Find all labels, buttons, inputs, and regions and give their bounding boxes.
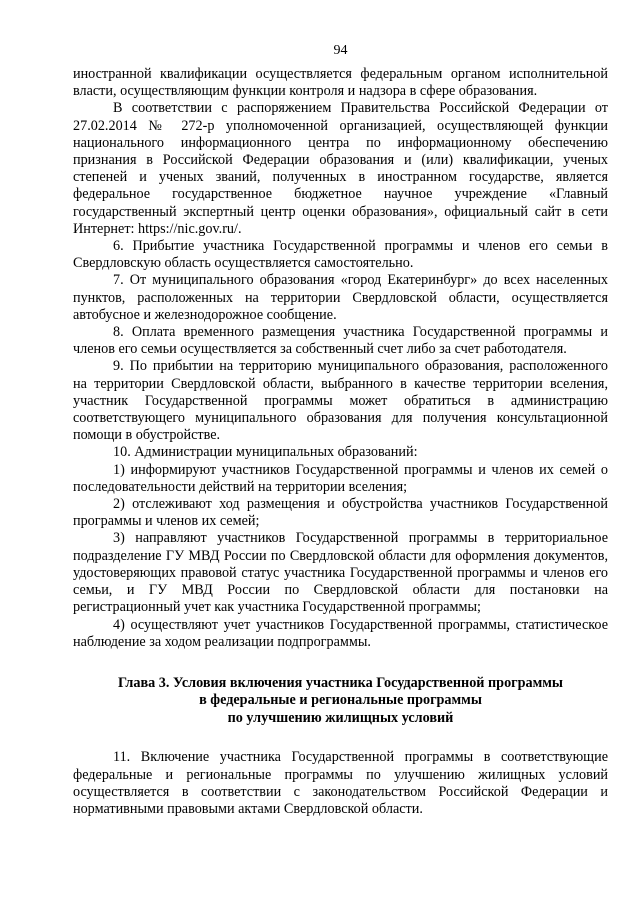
list-item-10-2: 2) отслеживают ход размещения и обустройства участников Государственной программы и членов их семей; [73,496,608,530]
paragraph-item-8: 8. Оплата временного размещения участника Государственной программы и членов его семьи осуществляется за собственный счет либо за счет работодателя. [73,324,608,358]
paragraph-continuation: иностранной квалификации осуществляется федеральным органом исполнительной власти, осуществляющим функции контроля и надзора в сфере образования. [73,66,608,100]
chapter-heading [73,675,608,728]
chapter-heading-line-3: по улучшению жилищных условий [227,709,454,726]
paragraph-nic-center: В соответствии с распоряжением Правительства Российской Федерации от 27.02.2014 № 272-р уполномоченной организацией, осуществляющей функции национального информационного центра по информационному обеспечению признания в Российской Федерации образования и (или) квалификации, ученых степеней и ученых званий, полученных в иностранном государстве, является федеральное государственное бюджетное научное учреждение «Главный государственный экспертный центр оценки образования», официальный сайт в сети Интернет: https://nic.gov.ru/. [73,100,608,237]
list-item-10-1: 1) информируют участников Государственной программы и членов их семей о последовательности действий на территории вселения; [73,461,608,495]
paragraph-item-7: 7. От муниципального образования «город Екатеринбург» до всех населенных пунктов, расположенных на территории Свердловской области, осуществляется автобусное и железнодорожное сообщение. [73,272,608,323]
list-item-10-3: 3) направляют участников Государственной программы в территориальное подразделение ГУ МВД России по Свердловской области для оформления документов, удостоверяющих правовой статус участника Государственной программы и членов его семьи, и ГУ МВД России по Свердловской области для постановки на регистрационный учет как участника Государственной программы; [73,530,608,616]
chapter-heading-line-1: Глава 3. Условия включения участника Государственной программы [118,674,563,691]
paragraph-item-9: 9. По прибытии на территорию муниципального образования, расположенного на территории Свердловской области, выбранного в качестве территории вселения, участник Государственной программы может обратиться в администрацию соответствующего муниципального образования для получения консультационной помощи в обустройстве. [73,358,608,444]
chapter-heading-line-2: в федеральные и региональные программы [199,692,482,709]
paragraph-item-6: 6. Прибытие участника Государственной программы и членов его семьи в Свердловскую область осуществляется самостоятельно. [73,238,608,272]
page-number: 94 [333,43,348,58]
paragraph-item-11: 11. Включение участника Государственной программы в соответствующие федеральные и региональные программы по улучшению жилищных условий осуществляется в соответствии с законодательством Российской Федерации и нормативными правовыми актами Свердловской области. [73,749,608,818]
list-item-10-4: 4) осуществляют учет участников Государственной программы, статистическое наблюдение за ходом реализации подпрограммы. [73,616,608,650]
section-body-after [73,749,608,818]
section-body-before [73,66,608,651]
paragraph-item-10: 10. Администрации муниципальных образований: [113,444,418,461]
